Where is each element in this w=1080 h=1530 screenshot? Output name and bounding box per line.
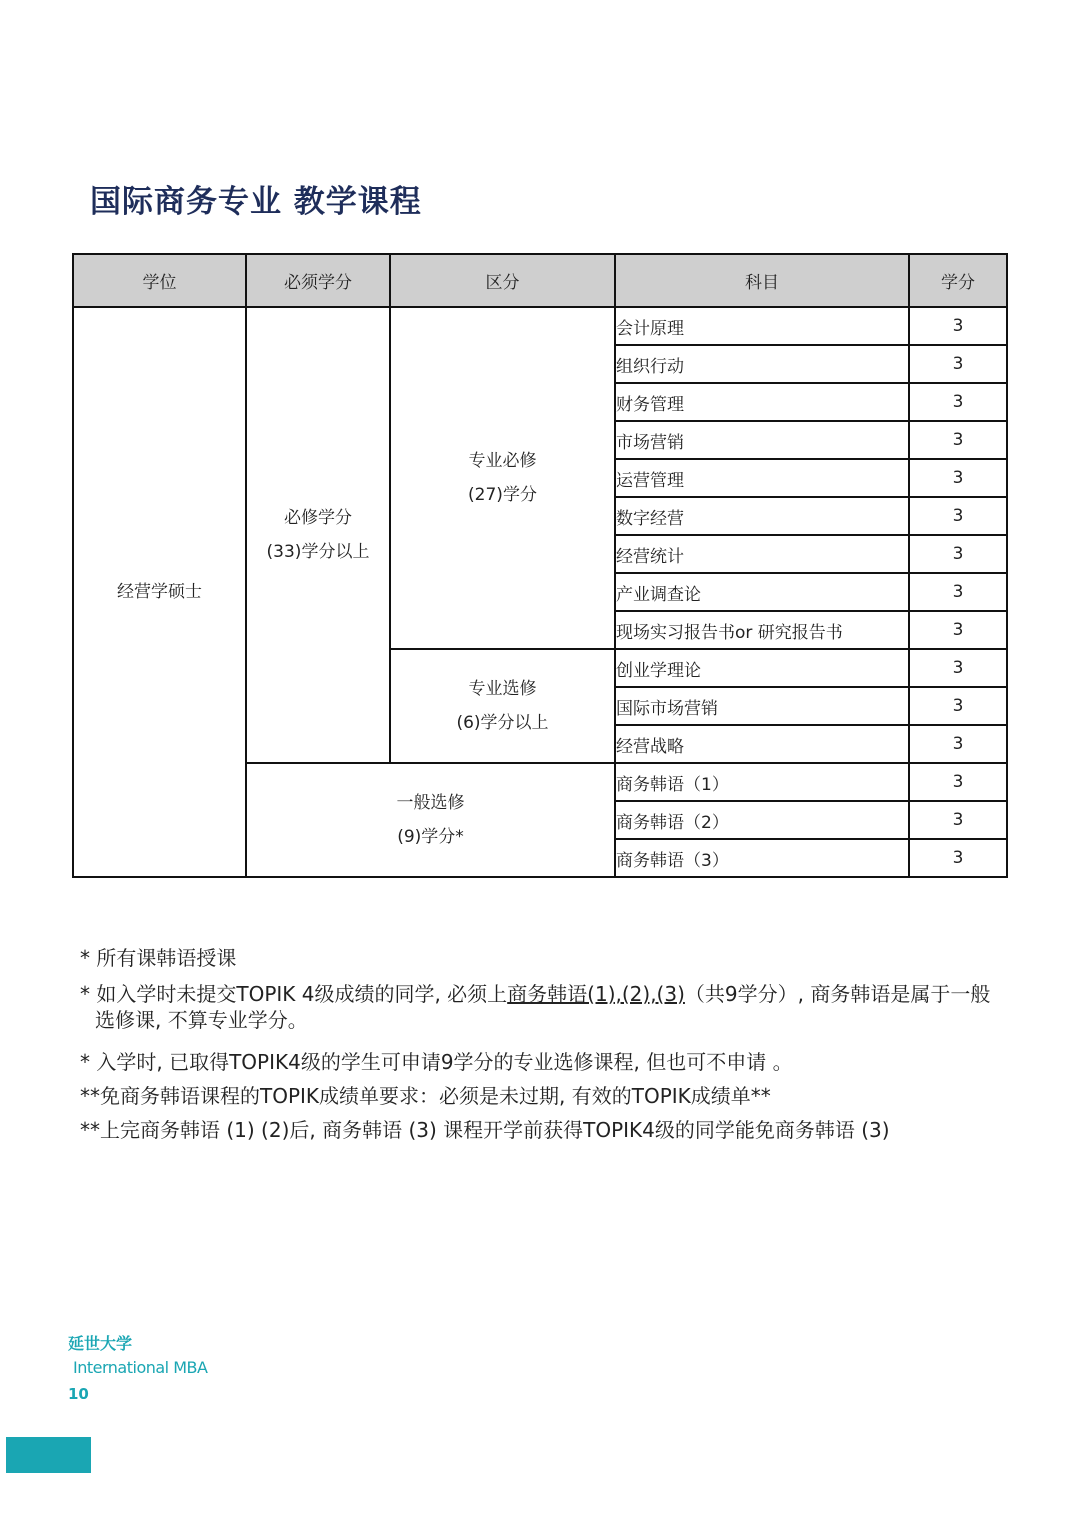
general-elective-label: 一般选修 — [396, 793, 465, 813]
subject-cell: 组织行动 — [615, 345, 909, 383]
table-row — [73, 307, 1007, 345]
credit-cell: 3 — [909, 307, 1007, 345]
general-elective-credits: (9)学分* — [397, 827, 464, 847]
credit-cell: 3 — [909, 573, 1007, 611]
note-korean-instruction: * 所有课韩语授课 — [80, 946, 237, 970]
note-topik-text-post: （共9学分）, 商务韩语是属于一般 — [684, 982, 991, 1006]
credit-cell: 3 — [909, 763, 1007, 801]
subject-cell: 会计原理 — [615, 307, 909, 345]
table-header-row — [73, 254, 1007, 307]
degree-cell — [73, 307, 246, 877]
credit-cell: 3 — [909, 611, 1007, 649]
credit-cell: 3 — [909, 687, 1007, 725]
required-group-cell — [246, 307, 390, 763]
degree-label: 经营学硕士 — [117, 582, 202, 602]
credit-cell: 3 — [909, 535, 1007, 573]
required-group-credits: (33)学分以上 — [266, 542, 370, 562]
header-required-credits: 必须学分 — [246, 254, 390, 307]
credit-cell: 3 — [909, 725, 1007, 763]
note-topik-text-pre: * 如入学时未提交TOPIK 4级成绩的同学, 必须上 — [80, 982, 508, 1006]
subject-cell: 经营战略 — [615, 725, 909, 763]
subject-cell: 市场营销 — [615, 421, 909, 459]
note-topik-requirement — [80, 978, 990, 1007]
note-topik-certificate: **免商务韩语课程的TOPIK成绩单要求：必须是未过期, 有效的TOPIK成绩单** — [80, 1084, 771, 1108]
subject-cell: 商务韩语（3） — [615, 839, 909, 877]
footer-university: 延世大学 — [68, 1334, 133, 1353]
subject-cell: 运营管理 — [615, 459, 909, 497]
credit-cell: 3 — [909, 801, 1007, 839]
major-elective-credits: (6)学分以上 — [456, 713, 549, 733]
credit-cell: 3 — [909, 383, 1007, 421]
footer-program: International MBA — [73, 1358, 208, 1377]
credit-cell: 3 — [909, 459, 1007, 497]
header-degree: 学位 — [73, 254, 246, 307]
subject-cell: 产业调查论 — [615, 573, 909, 611]
required-group-label: 必修学分 — [284, 508, 352, 528]
subject-cell: 商务韩语（1） — [615, 763, 909, 801]
subject-cell: 经营统计 — [615, 535, 909, 573]
major-required-credits: (27)学分 — [468, 485, 537, 505]
header-credit: 学分 — [909, 254, 1007, 307]
subject-cell: 数字经营 — [615, 497, 909, 535]
credit-cell: 3 — [909, 345, 1007, 383]
curriculum-table — [72, 253, 1008, 878]
note-topik-elective: * 入学时, 已取得TOPIK4级的学生可申请9学分的专业选修课程, 但也可不申请 。 — [80, 1050, 793, 1074]
footer-accent-bar — [6, 1437, 91, 1473]
header-subject: 科目 — [615, 254, 909, 307]
page-title: 国际商务专业 教学课程 — [90, 184, 422, 220]
major-required-label: 专业必修 — [468, 451, 537, 471]
subject-cell: 商务韩语（2） — [615, 801, 909, 839]
note-topik-courses: 商务韩语(1),(2),(3) — [507, 982, 685, 1006]
credit-cell: 3 — [909, 497, 1007, 535]
note-exemption: **上完商务韩语 (1) (2)后, 商务韩语 (3) 课程开学前获得TOPIK4级的同学能免商务韩语 (3) — [80, 1118, 890, 1142]
subject-cell: 创业学理论 — [615, 649, 909, 687]
major-elective-label: 专业选修 — [468, 679, 537, 699]
general-elective-cell — [246, 763, 615, 877]
credit-cell: 3 — [909, 839, 1007, 877]
note-topik-continuation: 选修课, 不算专业学分。 — [95, 1008, 308, 1032]
major-elective-cell — [390, 649, 615, 763]
header-category: 区分 — [390, 254, 615, 307]
page-number: 10 — [68, 1385, 89, 1403]
major-required-cell — [390, 307, 615, 649]
subject-cell: 现场实习报告书or 研究报告书 — [615, 611, 909, 649]
subject-cell: 财务管理 — [615, 383, 909, 421]
credit-cell: 3 — [909, 421, 1007, 459]
credit-cell: 3 — [909, 649, 1007, 687]
subject-cell: 国际市场营销 — [615, 687, 909, 725]
